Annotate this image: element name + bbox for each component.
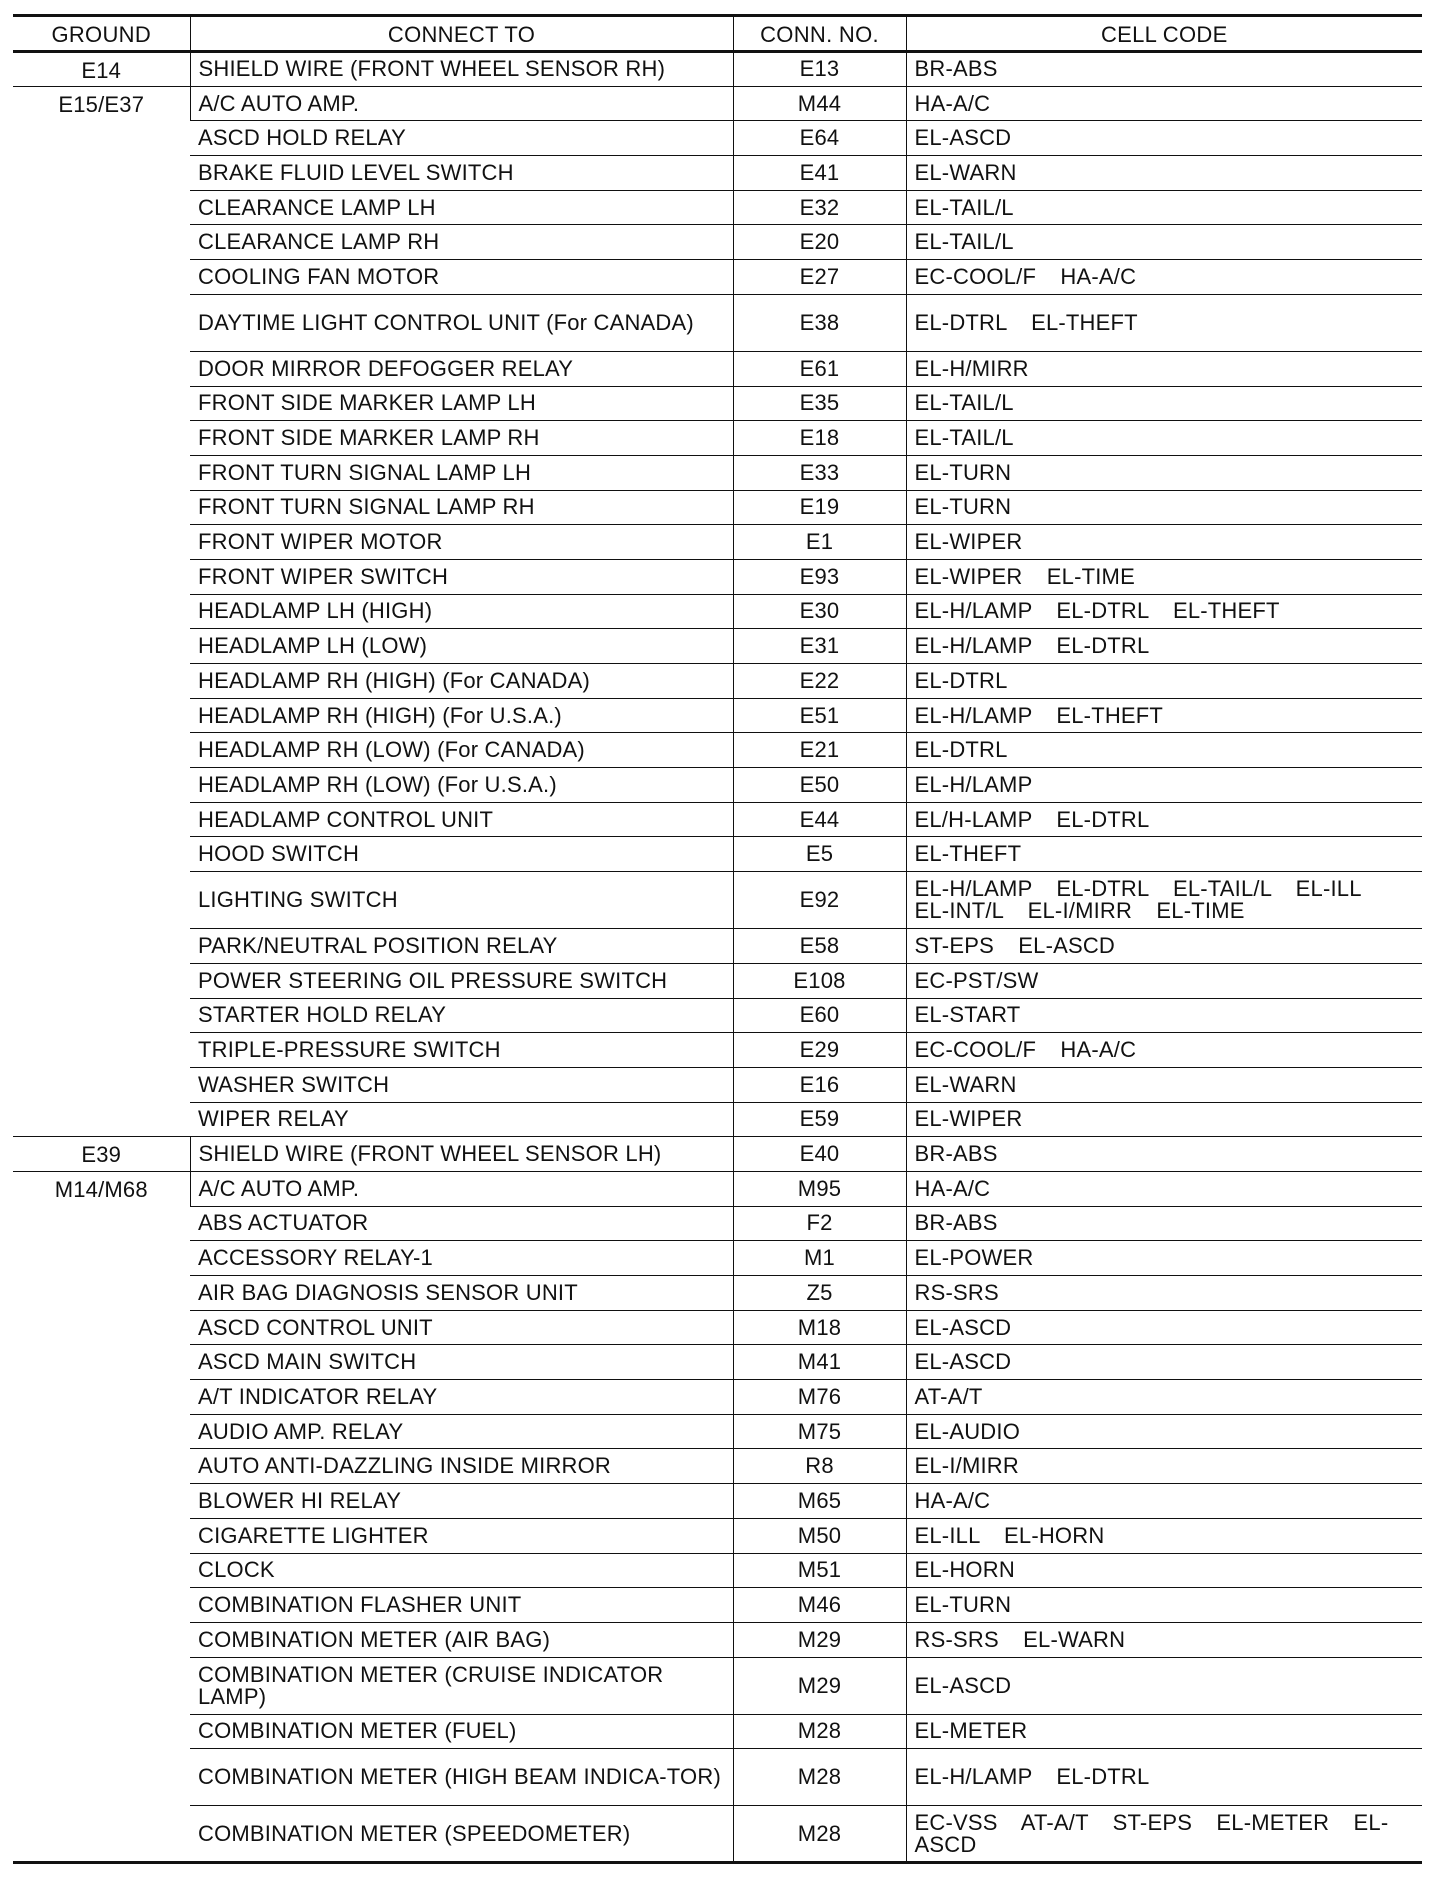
connect-to-cell: COMBINATION FLASHER UNIT: [190, 1588, 733, 1623]
conn-no-cell: E31: [733, 629, 906, 664]
table-row: [13, 1206, 1422, 1241]
table-body: [13, 52, 1422, 1863]
cell-code-cell: EL-H/LAMP EL-DTRL: [906, 629, 1422, 664]
conn-no-cell: E19: [733, 490, 906, 525]
connect-to-cell: COMBINATION METER (CRUISE INDICATOR LAMP): [190, 1657, 733, 1714]
connect-to-cell: AUDIO AMP. RELAY: [190, 1414, 733, 1449]
header-connect-to: CONNECT TO: [190, 16, 733, 52]
connect-to-cell: FRONT SIDE MARKER LAMP LH: [190, 386, 733, 421]
conn-no-cell: E58: [733, 929, 906, 964]
connect-to-cell: TRIPLE-PRESSURE SWITCH: [190, 1033, 733, 1068]
cell-code-cell: EL-I/MIRR: [906, 1449, 1422, 1484]
connect-to-cell: CLEARANCE LAMP LH: [190, 190, 733, 225]
table-row: [13, 837, 1422, 872]
conn-no-cell: E20: [733, 225, 906, 260]
table-row: [13, 1380, 1422, 1415]
table-row: [13, 86, 1422, 121]
conn-no-cell: E22: [733, 664, 906, 699]
table-row: [13, 1276, 1422, 1311]
table-row: [13, 260, 1422, 295]
conn-no-cell: E29: [733, 1033, 906, 1068]
cell-code-cell: AT-A/T: [906, 1380, 1422, 1415]
cell-code-cell: EL-TURN: [906, 1588, 1422, 1623]
table-row: [13, 629, 1422, 664]
cell-code-cell: EL-H/MIRR: [906, 351, 1422, 386]
cell-code-cell: EL-TAIL/L: [906, 386, 1422, 421]
conn-no-cell: E5: [733, 837, 906, 872]
connect-to-cell: STARTER HOLD RELAY: [190, 998, 733, 1033]
connect-to-cell: A/T INDICATOR RELAY: [190, 1380, 733, 1415]
connect-to-cell: HEADLAMP RH (LOW) (For U.S.A.): [190, 768, 733, 803]
conn-no-cell: M65: [733, 1484, 906, 1519]
table-row: [13, 929, 1422, 964]
table-row: [13, 872, 1422, 929]
connect-to-cell: DAYTIME LIGHT CONTROL UNIT (For CANADA): [190, 294, 733, 351]
cell-code-cell: EL-METER: [906, 1714, 1422, 1749]
table-row: [13, 594, 1422, 629]
conn-no-cell: E35: [733, 386, 906, 421]
conn-no-cell: M95: [733, 1171, 906, 1206]
table-row: [13, 802, 1422, 837]
connect-to-cell: ABS ACTUATOR: [190, 1206, 733, 1241]
table-row: [13, 52, 1422, 87]
conn-no-cell: M44: [733, 86, 906, 121]
table-row: [13, 559, 1422, 594]
connect-to-cell: PARK/NEUTRAL POSITION RELAY: [190, 929, 733, 964]
table-row: [13, 768, 1422, 803]
conn-no-cell: E33: [733, 455, 906, 490]
connect-to-cell: A/C AUTO AMP.: [190, 1171, 733, 1206]
table-row: [13, 490, 1422, 525]
conn-no-cell: M28: [733, 1714, 906, 1749]
conn-no-cell: E41: [733, 156, 906, 191]
conn-no-cell: M51: [733, 1553, 906, 1588]
connect-to-cell: FRONT WIPER MOTOR: [190, 525, 733, 560]
connect-to-cell: HEADLAMP LH (HIGH): [190, 594, 733, 629]
ground-cell: M14/M68: [13, 1171, 190, 1862]
connect-to-cell: HEADLAMP RH (HIGH) (For U.S.A.): [190, 698, 733, 733]
connect-to-cell: ASCD MAIN SWITCH: [190, 1345, 733, 1380]
cell-code-cell: EL-AUDIO: [906, 1414, 1422, 1449]
conn-no-cell: E59: [733, 1102, 906, 1137]
connect-to-cell: WIPER RELAY: [190, 1102, 733, 1137]
table-row: [13, 1622, 1422, 1657]
cell-code-cell: EL-DTRL: [906, 664, 1422, 699]
table-row: [13, 1518, 1422, 1553]
connect-to-cell: FRONT TURN SIGNAL LAMP LH: [190, 455, 733, 490]
cell-code-cell: HA-A/C: [906, 1484, 1422, 1519]
table-row: [13, 1345, 1422, 1380]
connect-to-cell: BRAKE FLUID LEVEL SWITCH: [190, 156, 733, 191]
conn-no-cell: M50: [733, 1518, 906, 1553]
conn-no-cell: E1: [733, 525, 906, 560]
connect-to-cell: HEADLAMP CONTROL UNIT: [190, 802, 733, 837]
cell-code-cell: EL-START: [906, 998, 1422, 1033]
cell-code-cell: BR-ABS: [906, 52, 1422, 87]
connect-to-cell: ACCESSORY RELAY-1: [190, 1241, 733, 1276]
table-row: [13, 998, 1422, 1033]
cell-code-cell: BR-ABS: [906, 1206, 1422, 1241]
connect-to-cell: HOOD SWITCH: [190, 837, 733, 872]
table-row: [13, 1553, 1422, 1588]
conn-no-cell: E30: [733, 594, 906, 629]
header-ground: GROUND: [13, 16, 190, 52]
table-row: [13, 1033, 1422, 1068]
table-row: [13, 1588, 1422, 1623]
table-row: [13, 421, 1422, 456]
cell-code-cell: EL-ASCD: [906, 121, 1422, 156]
conn-no-cell: E13: [733, 52, 906, 87]
cell-code-cell: EL-TAIL/L: [906, 225, 1422, 260]
cell-code-cell: HA-A/C: [906, 86, 1422, 121]
cell-code-cell: EL-WARN: [906, 156, 1422, 191]
ground-connection-table: [13, 14, 1422, 1864]
cell-code-cell: EL-TURN: [906, 490, 1422, 525]
cell-code-cell: EL-TAIL/L: [906, 421, 1422, 456]
cell-code-cell: EL-H/LAMP EL-DTRL: [906, 1749, 1422, 1806]
conn-no-cell: E93: [733, 559, 906, 594]
connect-to-cell: HEADLAMP LH (LOW): [190, 629, 733, 664]
cell-code-cell: EL-WIPER EL-TIME: [906, 559, 1422, 594]
table-row: [13, 525, 1422, 560]
conn-no-cell: M29: [733, 1657, 906, 1714]
conn-no-cell: E16: [733, 1067, 906, 1102]
table-row: [13, 294, 1422, 351]
conn-no-cell: M18: [733, 1310, 906, 1345]
ground-cell: E15/E37: [13, 86, 190, 1137]
conn-no-cell: Z5: [733, 1276, 906, 1311]
cell-code-cell: EL-ASCD: [906, 1345, 1422, 1380]
cell-code-cell: EL/H-LAMP EL-DTRL: [906, 802, 1422, 837]
connect-to-cell: ASCD CONTROL UNIT: [190, 1310, 733, 1345]
connect-to-cell: WASHER SWITCH: [190, 1067, 733, 1102]
connect-to-cell: AUTO ANTI-DAZZLING INSIDE MIRROR: [190, 1449, 733, 1484]
cell-code-cell: ST-EPS EL-ASCD: [906, 929, 1422, 964]
connect-to-cell: LIGHTING SWITCH: [190, 872, 733, 929]
conn-no-cell: E50: [733, 768, 906, 803]
table-row: [13, 1067, 1422, 1102]
ground-cell: E14: [81, 58, 122, 83]
conn-no-cell: M28: [733, 1749, 906, 1806]
table-row: [13, 963, 1422, 998]
conn-no-cell: E18: [733, 421, 906, 456]
cell-code-cell: EL-HORN: [906, 1553, 1422, 1588]
connect-to-cell: COMBINATION METER (FUEL): [190, 1714, 733, 1749]
cell-code-cell: EL-THEFT: [906, 837, 1422, 872]
connect-to-cell: CIGARETTE LIGHTER: [190, 1518, 733, 1553]
conn-no-cell: R8: [733, 1449, 906, 1484]
cell-code-cell: EL-DTRL EL-THEFT: [906, 294, 1422, 351]
connect-to-cell: CLOCK: [190, 1553, 733, 1588]
conn-no-cell: E40: [733, 1137, 906, 1172]
connect-to-cell: HEADLAMP RH (LOW) (For CANADA): [190, 733, 733, 768]
table-row: [13, 351, 1422, 386]
table-row: [13, 1714, 1422, 1749]
conn-no-cell: E27: [733, 260, 906, 295]
conn-no-cell: M41: [733, 1345, 906, 1380]
conn-no-cell: E38: [733, 294, 906, 351]
conn-no-cell: E44: [733, 802, 906, 837]
cell-code-cell: EL-WIPER: [906, 1102, 1422, 1137]
conn-no-cell: E32: [733, 190, 906, 225]
cell-code-cell: EL-WARN: [906, 1067, 1422, 1102]
table-row: [13, 698, 1422, 733]
table-row: [13, 455, 1422, 490]
conn-no-cell: M46: [733, 1588, 906, 1623]
cell-code-cell: EL-DTRL: [906, 733, 1422, 768]
table-row: [13, 1449, 1422, 1484]
ground-cell: E39: [13, 1137, 190, 1172]
table-row: [13, 733, 1422, 768]
table-row: [13, 1806, 1422, 1863]
table-header-row: [13, 16, 1422, 52]
table-row: [13, 1414, 1422, 1449]
connect-to-cell: COMBINATION METER (SPEEDOMETER): [190, 1806, 733, 1863]
table-row: [13, 156, 1422, 191]
cell-code-cell: EL-H/LAMP: [906, 768, 1422, 803]
cell-code-cell: EC-VSS AT-A/T ST-EPS EL-METER EL-ASCD: [906, 1806, 1422, 1863]
cell-code-cell: HA-A/C: [906, 1171, 1422, 1206]
table-row: [13, 1484, 1422, 1519]
connect-to-cell: FRONT TURN SIGNAL LAMP RH: [190, 490, 733, 525]
table-row: [13, 1171, 1422, 1206]
conn-no-cell: E21: [733, 733, 906, 768]
conn-no-cell: M76: [733, 1380, 906, 1415]
table-row: [13, 225, 1422, 260]
wiring-reference-sheet: [13, 14, 1422, 1864]
cell-code-cell: RS-SRS EL-WARN: [906, 1622, 1422, 1657]
cell-code-cell: EL-H/LAMP EL-THEFT: [906, 698, 1422, 733]
table-row: [13, 386, 1422, 421]
cell-code-cell: EC-COOL/F HA-A/C: [906, 260, 1422, 295]
cell-code-cell: EL-WIPER: [906, 525, 1422, 560]
header-conn-no: CONN. NO.: [733, 16, 906, 52]
table-row: [13, 1102, 1422, 1137]
connect-to-cell: DOOR MIRROR DEFOGGER RELAY: [190, 351, 733, 386]
conn-no-cell: M28: [733, 1806, 906, 1863]
table-row: [13, 1657, 1422, 1714]
conn-no-cell: E51: [733, 698, 906, 733]
table-row: [13, 1241, 1422, 1276]
connect-to-cell: SHIELD WIRE (FRONT WHEEL SENSOR RH): [190, 52, 733, 87]
cell-code-cell: EL-TAIL/L: [906, 190, 1422, 225]
cell-code-cell: EL-ASCD: [906, 1310, 1422, 1345]
connect-to-cell: FRONT WIPER SWITCH: [190, 559, 733, 594]
connect-to-cell: BLOWER HI RELAY: [190, 1484, 733, 1519]
connect-to-cell: FRONT SIDE MARKER LAMP RH: [190, 421, 733, 456]
cell-code-cell: EL-H/LAMP EL-DTRL EL-THEFT: [906, 594, 1422, 629]
conn-no-cell: M1: [733, 1241, 906, 1276]
table-row: [13, 664, 1422, 699]
cell-code-cell: EL-ILL EL-HORN: [906, 1518, 1422, 1553]
connect-to-cell: POWER STEERING OIL PRESSURE SWITCH: [190, 963, 733, 998]
connect-to-cell: A/C AUTO AMP.: [190, 86, 733, 121]
cell-code-cell: EC-COOL/F HA-A/C: [906, 1033, 1422, 1068]
cell-code-cell: EL-ASCD: [906, 1657, 1422, 1714]
conn-no-cell: E108: [733, 963, 906, 998]
conn-no-cell: E60: [733, 998, 906, 1033]
connect-to-cell: COOLING FAN MOTOR: [190, 260, 733, 295]
table-row: [13, 1310, 1422, 1345]
conn-no-cell: E64: [733, 121, 906, 156]
connect-to-cell: CLEARANCE LAMP RH: [190, 225, 733, 260]
table-row: [13, 121, 1422, 156]
table-row: [13, 1137, 1422, 1172]
cell-code-cell: EL-H/LAMP EL-DTRL EL-TAIL/L EL-ILL EL-INT/L EL-I/MIRR EL-TIME: [906, 872, 1422, 929]
cell-code-cell: BR-ABS: [906, 1137, 1422, 1172]
table-row: [13, 190, 1422, 225]
connect-to-cell: HEADLAMP RH (HIGH) (For CANADA): [190, 664, 733, 699]
cell-code-cell: RS-SRS: [906, 1276, 1422, 1311]
cell-code-cell: EL-TURN: [906, 455, 1422, 490]
connect-to-cell: AIR BAG DIAGNOSIS SENSOR UNIT: [190, 1276, 733, 1311]
conn-no-cell: M29: [733, 1622, 906, 1657]
conn-no-cell: M75: [733, 1414, 906, 1449]
connect-to-cell: ASCD HOLD RELAY: [190, 121, 733, 156]
cell-code-cell: EC-PST/SW: [906, 963, 1422, 998]
conn-no-cell: E92: [733, 872, 906, 929]
connect-to-cell: COMBINATION METER (AIR BAG): [190, 1622, 733, 1657]
conn-no-cell: E61: [733, 351, 906, 386]
connect-to-cell: COMBINATION METER (HIGH BEAM INDICA-TOR): [190, 1749, 733, 1806]
cell-code-cell: EL-POWER: [906, 1241, 1422, 1276]
conn-no-cell: F2: [733, 1206, 906, 1241]
header-cell-code: CELL CODE: [906, 16, 1422, 52]
connect-to-cell: SHIELD WIRE (FRONT WHEEL SENSOR LH): [190, 1137, 733, 1172]
table-row: [13, 1749, 1422, 1806]
